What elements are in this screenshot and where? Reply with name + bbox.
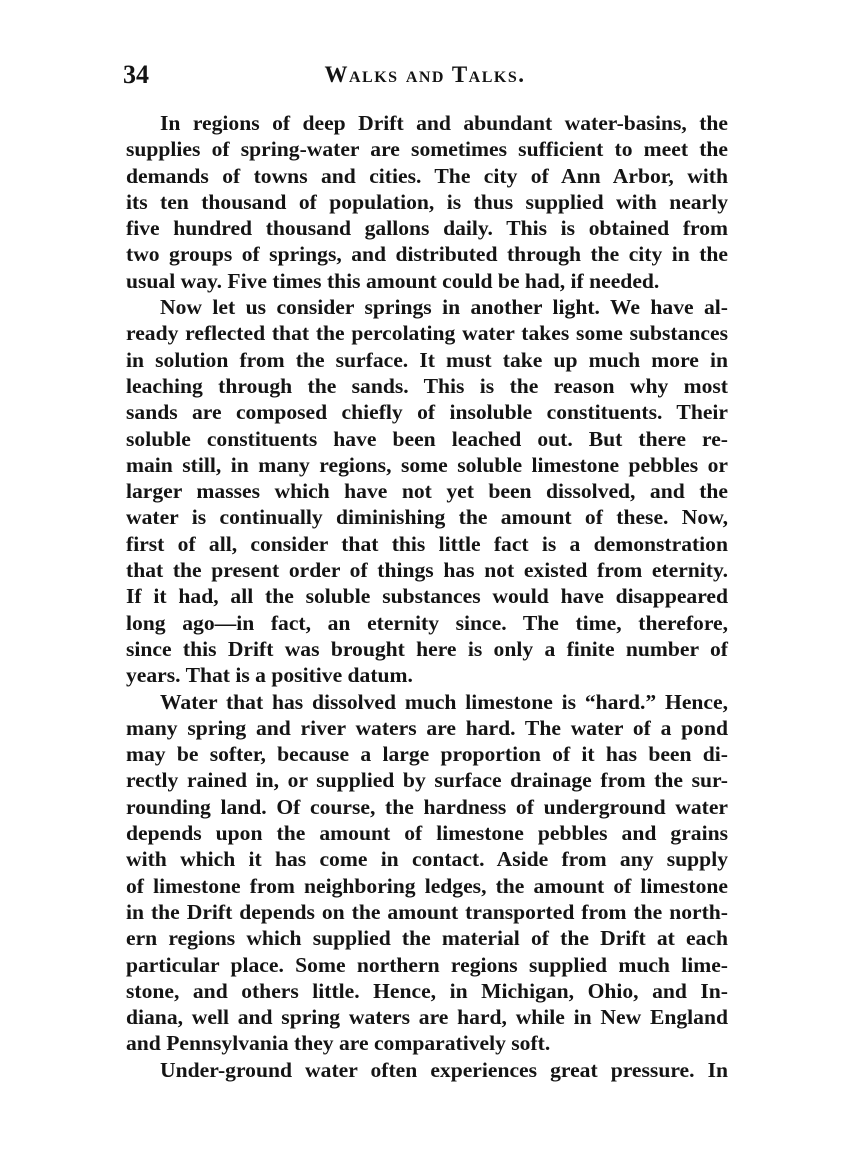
- text-line: that the present order of things has not existed from eternity.: [126, 558, 728, 583]
- text-line: leaching through the sands. This is the reason why most: [126, 373, 728, 398]
- text-line: ern regions which supplied the material of the Drift at each: [126, 926, 728, 951]
- text-line: in solution from the surface. It must take up much more in: [126, 347, 728, 372]
- running-title: Walks and Talks.: [324, 62, 526, 87]
- text-line: soluble constituents have been leached out. But there re-: [126, 426, 728, 451]
- text-line: rectly rained in, or supplied by surface drainage from the sur-: [126, 768, 728, 793]
- text-line: larger masses which have not yet been dissolved, and the: [126, 479, 728, 504]
- text-line: ready reflected that the percolating water takes some substances: [126, 321, 728, 346]
- text-line: If it had, all the soluble substances would have disappeared: [126, 584, 728, 609]
- text-line: Water that has dissolved much limestone is “hard.” Hence,: [160, 689, 728, 714]
- text-line: water is continually diminishing the amount of these. Now,: [126, 505, 728, 530]
- text-line: years. That is a positive datum.: [126, 663, 413, 688]
- text-line: five hundred thousand gallons daily. This is obtained from: [126, 216, 728, 241]
- text-line: Now let us consider springs in another light. We have al-: [160, 295, 728, 320]
- text-line: particular place. Some northern regions supplied much lime-: [126, 952, 728, 977]
- text-line: In regions of deep Drift and abundant water-basins, the: [160, 111, 728, 135]
- text-line: Under-ground water often experiences great pressure. In: [160, 1057, 728, 1082]
- text-line: in the Drift depends on the amount transported from the north-: [126, 899, 728, 924]
- running-head: [123, 58, 727, 92]
- text-line: may be softer, because a large proportion of it has been di-: [126, 742, 728, 767]
- text-line: supplies of spring-water are sometimes sufficient to meet the: [126, 137, 728, 162]
- text-line: with which it has come in contact. Aside from any supply: [126, 847, 728, 872]
- text-line: long ago—in fact, an eternity since. The time, therefore,: [126, 610, 728, 635]
- text-line: its ten thousand of population, is thus supplied with nearly: [126, 189, 728, 214]
- text-line: stone, and others little. Hence, in Michigan, Ohio, and In-: [126, 978, 728, 1003]
- text-line: main still, in many regions, some soluble limestone pebbles or: [126, 452, 728, 477]
- text-line: rounding land. Of course, the hardness of underground water: [126, 794, 728, 819]
- text-line: many spring and river waters are hard. The water of a pond: [126, 715, 728, 740]
- text-line: and Pennsylvania they are comparatively soft.: [126, 1031, 551, 1056]
- text-line: depends upon the amount of limestone pebbles and grains: [126, 821, 728, 846]
- text-line: sands are composed chiefly of insoluble constituents. Their: [126, 400, 728, 425]
- page-number: 34: [123, 60, 149, 89]
- text-line: first of all, consider that this little fact is a demonstration: [126, 531, 728, 556]
- body-text: [126, 110, 728, 1083]
- text-line: demands of towns and cities. The city of Ann Arbor, with: [126, 163, 728, 188]
- text-line: since this Drift was brought here is only a finite number of: [126, 636, 728, 661]
- text-line: diana, well and spring waters are hard, while in New England: [126, 1005, 728, 1030]
- text-line: usual way. Five times this amount could be had, if needed.: [126, 268, 660, 293]
- text-line: two groups of springs, and distributed through the city in the: [126, 242, 728, 267]
- text-line: of limestone from neighboring ledges, the amount of limestone: [126, 873, 728, 898]
